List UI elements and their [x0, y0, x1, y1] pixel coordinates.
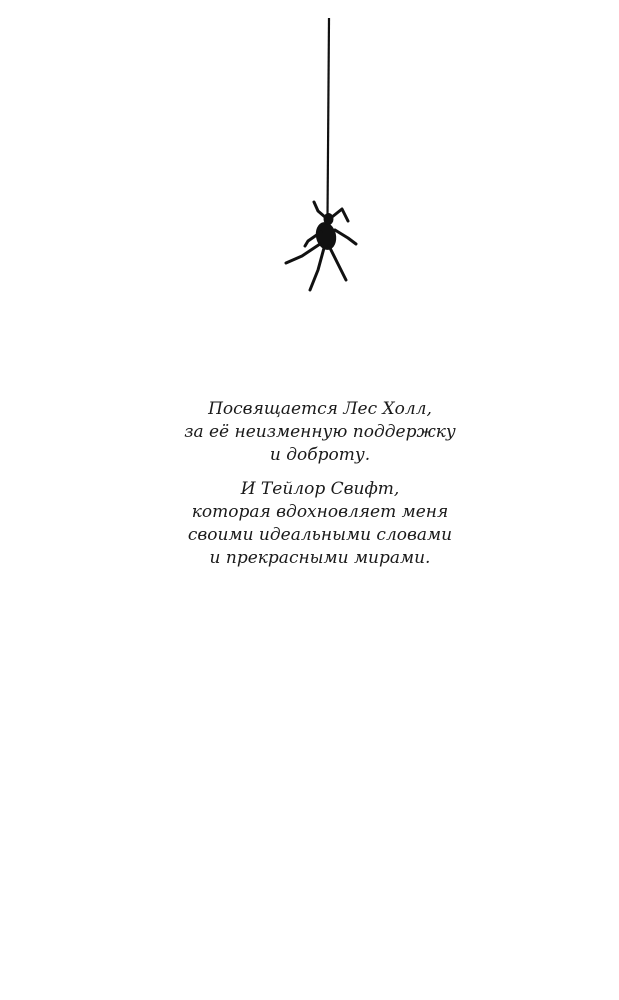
spider-thread: [328, 18, 330, 218]
hanging-spider-icon: [280, 18, 360, 293]
dedication-line: и прекрасными мирами.: [209, 548, 431, 568]
dedication-stanza-1: [0, 398, 619, 467]
dedication-stanza-2: [0, 478, 619, 570]
dedication-line: своими идеальными словами: [187, 525, 453, 545]
dedication-line: И Тейлор Свифт,: [240, 479, 400, 499]
dedication-line: за её неизменную поддержку: [184, 422, 456, 442]
spider-leg: [314, 202, 325, 217]
spider-head: [324, 213, 334, 225]
spider-leg: [310, 248, 324, 290]
dedication-text: [0, 398, 619, 570]
spider-leg: [335, 230, 356, 244]
spider-leg: [286, 244, 320, 263]
spider-leg: [332, 209, 348, 221]
dedication-line: которая вдохновляет меня: [191, 502, 449, 522]
dedication-line: Посвящается Лес Холл,: [208, 399, 432, 419]
dedication-line: и доброту.: [269, 445, 371, 465]
spider-leg: [329, 246, 346, 280]
